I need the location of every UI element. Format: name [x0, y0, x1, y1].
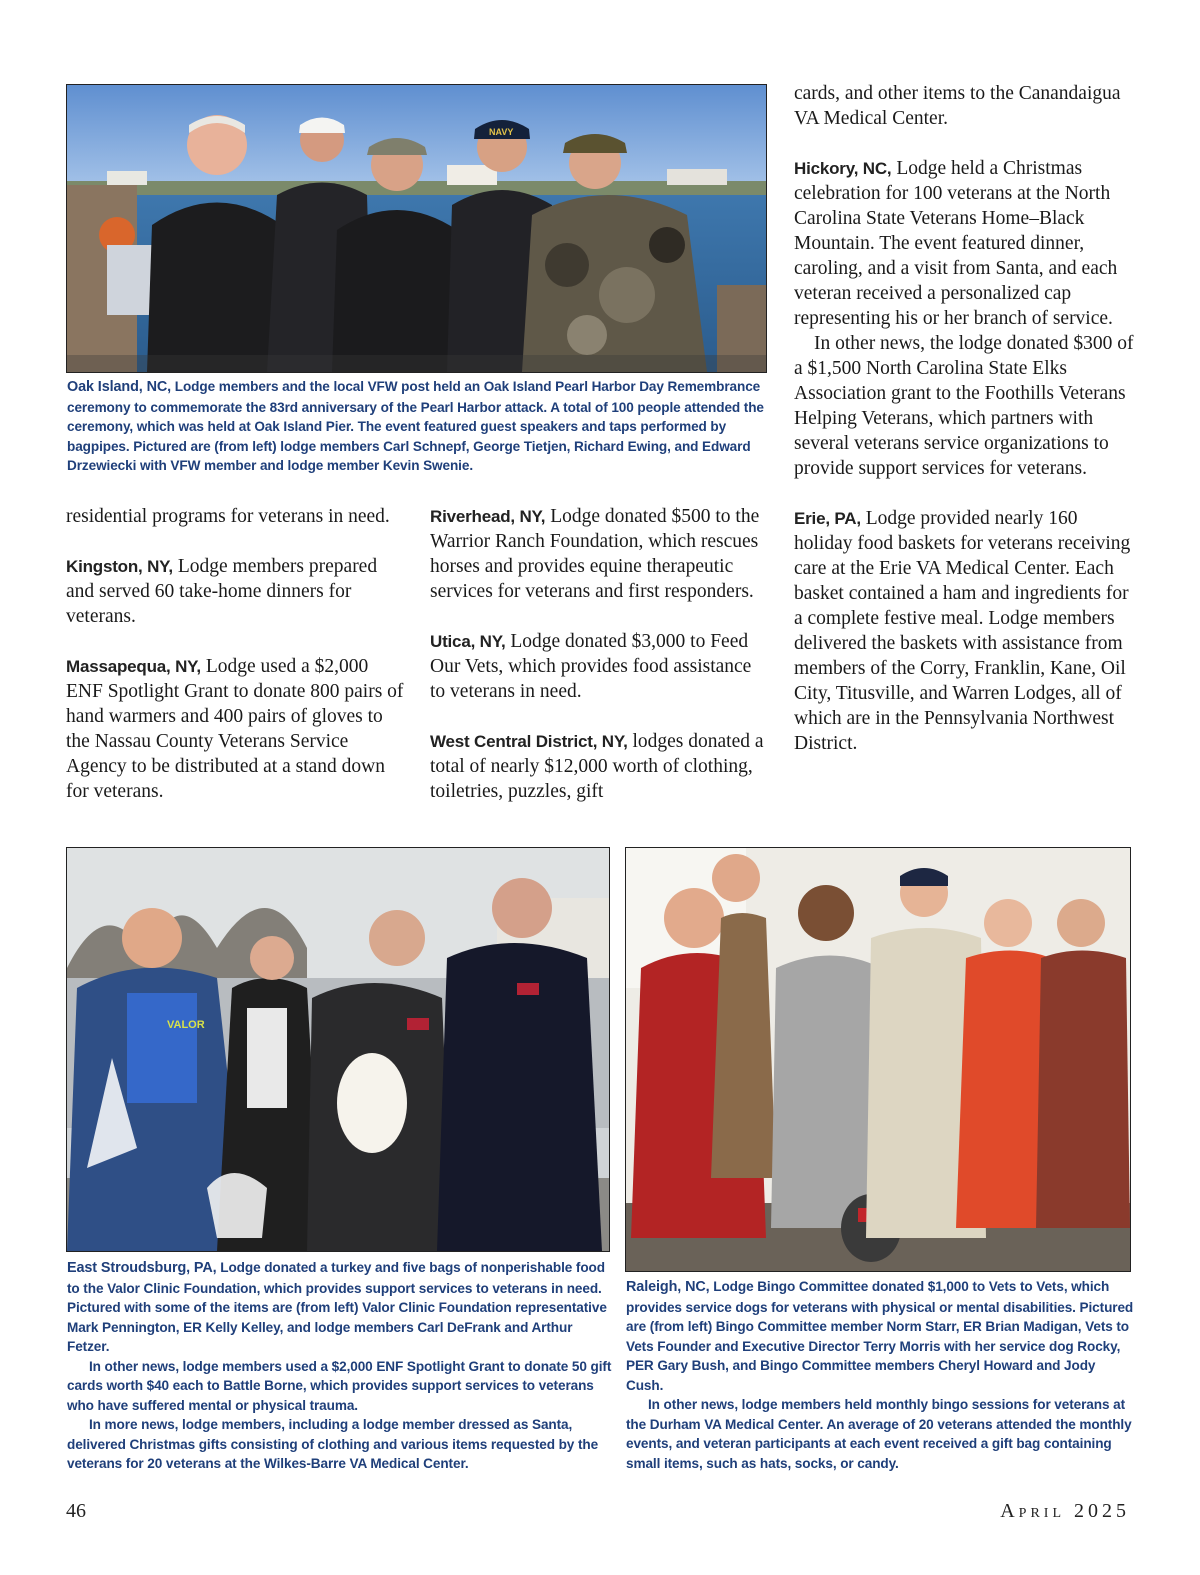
westcentral-place: West Central District, NY, [430, 732, 628, 751]
caption-place: Raleigh, NC, [626, 1279, 710, 1295]
utica-place: Utica, NY, [430, 632, 506, 651]
caption-oak-island [67, 377, 767, 476]
caption-raleigh [626, 1277, 1134, 1473]
valor-shirt-text: VALOR [167, 1019, 205, 1031]
caption-text-2: In other news, lodge members used a $2,000 ENF Spotlight Grant to donate 50 gift cards worth $40 each to Battle Borne, which provides support services to veterans who have suffered mental or physical trauma. [67, 1358, 612, 1413]
hickory-text: Lodge held a Christmas celebration for 100 veterans at the North Carolina State Veterans Home–Black Mountain. The event featured dinner, caroling, and a visit from Santa, and each veteran received a personalized cap representing his or her branch of service. [794, 158, 1118, 329]
caption-place: East Stroudsburg, PA, [67, 1260, 217, 1276]
utica-text: Lodge donated $3,000 to Feed Our Vets, which provides food assistance to veterans in need. [430, 631, 752, 702]
caption-east-stroudsburg [67, 1258, 612, 1474]
photo-east-stroudsburg [66, 847, 610, 1252]
riverhead-text: Lodge donated $500 to the Warrior Ranch Foundation, which rescues horses and provides equine therapeutic services for veterans and first responders. [430, 506, 760, 602]
riverhead-place: Riverhead, NY, [430, 507, 546, 526]
hickory-text-2: In other news, the lodge donated $300 of a $1,500 North Carolina State Elks Association grant to the Foothills Veterans Helping Veterans, which partners with several veterans service organizations to provide support services for veterans. [794, 333, 1134, 479]
caption-text-2: In other news, lodge members held monthly bingo sessions for veterans at the Durham VA Medical Center. An average of 20 veterans attended the monthly events, and veteran participants at each event received a gift bag containing small items, such as hats, socks, or candy. [626, 1397, 1132, 1471]
caption-text-3: In more news, lodge members, including a lodge member dressed as Santa, delivered Christmas gifts consisting of clothing and various items requested by the veterans for 20 veterans at the Wilkes-Barre VA Medical Center. [67, 1417, 599, 1471]
kingston-text: Lodge members prepared and served 60 take-home dinners for veterans. [66, 556, 378, 627]
hickory-place: Hickory, NC, [794, 159, 892, 178]
westcentral-text: lodges donated a total of nearly $12,000 worth of clothing, toiletries, puzzles, gift [430, 731, 764, 802]
kingston-place: Kingston, NY, [66, 557, 173, 576]
caption-text: Lodge Bingo Committee donated $1,000 to Vets to Vets, which provides service dogs for veterans with physical or mental disabilities. Pictured are (from left) Bingo Committee member Norm Starr, ER Brian Madigan, Vets to Vets Founder and Executive Director Terry Morris with her service dog Rocky, PER Gary Bush, and Bingo Committee members Cheryl Howard and Jody Cush. [626, 1279, 1134, 1393]
caption-place: Oak Island, NC, [67, 379, 172, 395]
page-number-text: 46 [66, 1500, 86, 1522]
erie-place: Erie, PA, [794, 509, 861, 528]
column-3 [794, 81, 1136, 756]
raleigh-photo-illustration [626, 848, 1130, 1271]
massapequa-place: Massapequa, NY, [66, 657, 201, 676]
east-stroudsburg-photo-illustration [67, 848, 609, 1251]
photo-raleigh [625, 847, 1131, 1272]
column-2 [430, 504, 770, 804]
photo-oak-island [66, 84, 767, 373]
issue-date [1000, 1500, 1130, 1523]
column-1 [66, 504, 408, 804]
oak-island-photo-illustration [67, 85, 766, 372]
page-number [66, 1500, 86, 1523]
massapequa-text: Lodge used a $2,000 ENF Spotlight Grant to donate 800 pairs of hand warmers and 400 pairs of gloves to the Nassau County Veterans Service Agency to be distributed at a stand down for veterans. [66, 656, 404, 802]
caption-text: Lodge members and the local VFW post held an Oak Island Pearl Harbor Day Remembrance ceremony to commemorate the 83rd anniversary of the Pearl Harbor attack. A total of 100 people attended the ceremony, which was held at Oak Island Pier. The event featured guest speakers and taps performed by bagpipes. Pictured are (from left) lodge members Carl Schnepf, George Tietjen, Richard Ewing, and Edward Drzewiecki with VFW member and lodge member Kevin Swenie. [67, 379, 764, 473]
issue-date-text: April 2025 [1000, 1500, 1130, 1522]
erie-text: Lodge provided nearly 160 holiday food baskets for veterans receiving care at the Erie VA Medical Center. Each basket contained a ham and ingredients for a complete festive meal. Lodge members delivered the baskets with assistance from members of the Corry, Franklin, Kane, Oil City, Titusville, and Warren Lodges, all of which are in the Pennsylvania Northwest District. [794, 508, 1131, 754]
col3-continued-text: cards, and other items to the Canandaigua VA Medical Center. [794, 83, 1121, 129]
caption-text: Lodge donated a turkey and five bags of nonperishable food to the Valor Clinic Foundation, which provides support services to veterans in need. Pictured with some of the items are (from left) Valor Clinic Foundation representative Mark Pennington, ER Kelly Kelley, and lodge members Carl DeFrank and Arthur Fetzer. [67, 1260, 607, 1354]
navy-cap-text: NAVY [489, 127, 514, 137]
col1-continued-text: residential programs for veterans in need. [66, 506, 390, 527]
